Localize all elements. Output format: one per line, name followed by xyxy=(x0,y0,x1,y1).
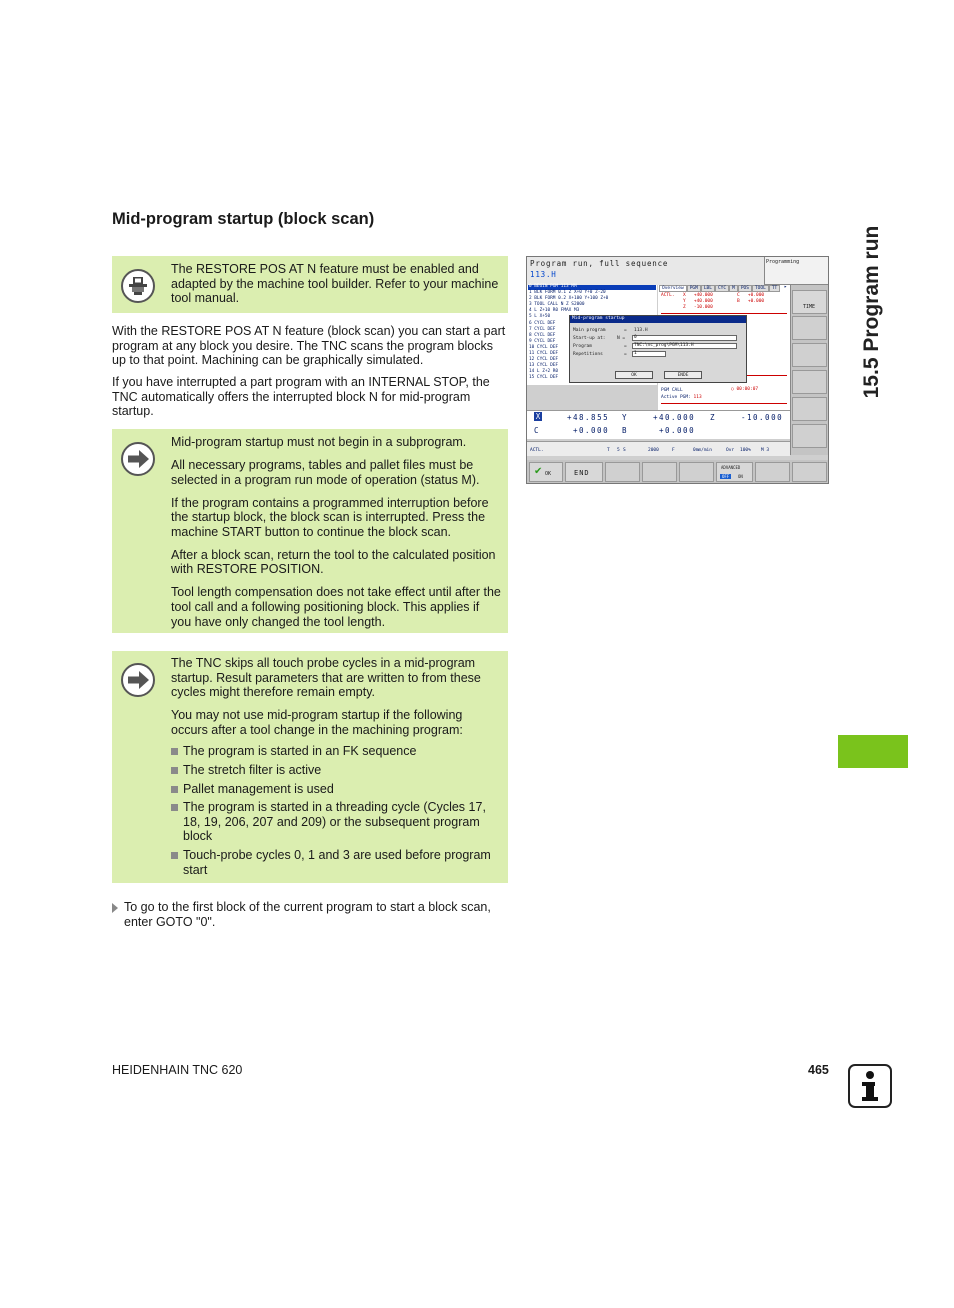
program-line[interactable]: 3 TOOL CALL N Z S2000 xyxy=(529,302,585,308)
note-paragraph: You may not use mid-program startup if the following occurs after a tool change in the machining program: xyxy=(171,708,463,737)
advanced-label: ADVANCED xyxy=(721,465,741,470)
list-item: The program is started in a threading cycle (Cycles 17, 18, 19, 206, 207 and 209) or the subsequent program block xyxy=(171,800,501,844)
program-line[interactable]: 2 BLK FORM 0.2 X+100 Y+100 Z+0 xyxy=(529,296,609,302)
list-item: The stretch filter is active xyxy=(171,763,501,778)
status-f-label: F xyxy=(672,448,675,453)
status-tabs xyxy=(659,285,780,292)
screen-file-name: 113.H xyxy=(530,270,557,279)
softkey-empty[interactable] xyxy=(755,462,790,482)
active-pgm-value: 113 xyxy=(693,395,702,400)
program-line[interactable]: 4 L Z+10 R0 FMAX M3 xyxy=(529,308,580,314)
pos-c-value: +0.000 xyxy=(573,426,610,435)
status-override: 100% xyxy=(740,448,751,453)
actl-label: ACTL. xyxy=(661,293,675,298)
ok-softkey[interactable] xyxy=(529,462,563,482)
programming-mode[interactable]: Programming xyxy=(766,259,800,265)
note-paragraph: Tool length compensation does not take effect until after the tool call and a following positioning block. This applies if you have only changed the tool length. xyxy=(171,585,501,629)
dialog-row-label: Repetitions xyxy=(573,352,603,357)
actl-b xyxy=(737,299,764,304)
program-line[interactable]: 9 CYCL DEF xyxy=(529,338,556,344)
interrupt-paragraph: If you have interrupted a part program with an INTERNAL STOP, the TNC automatically offers the interrupted block N for mid-program startup. xyxy=(112,375,490,419)
axis-label: B xyxy=(737,299,740,304)
pos-z-label: Z xyxy=(710,413,715,422)
note-paragraph: The TNC skips all touch probe cycles in a mid-program startup. Result parameters that are written to from these cycles might therefore remain empty. xyxy=(171,656,481,700)
status-feed: 0mm/min xyxy=(693,448,712,453)
pos-x-label: X xyxy=(535,412,541,421)
right-softkey[interactable] xyxy=(792,397,827,421)
status-ovr-label: Ovr xyxy=(726,448,735,453)
step-text: To go to the first block of the current program to start a block scan, enter GOTO "0". xyxy=(124,900,491,929)
machine-note-text: The RESTORE POS AT N feature must be enabled and adapted by the machine tool builder. Refer to your machine tool manual. xyxy=(171,262,499,306)
actl-z xyxy=(683,305,713,310)
page-number: 465 xyxy=(808,1063,829,1077)
tab-tt[interactable]: TT xyxy=(769,285,780,292)
status-tool: 5 xyxy=(617,448,620,453)
dialog-row-sep: = xyxy=(624,328,627,333)
pos-z-value: -10.000 xyxy=(741,413,784,422)
program-line[interactable]: 5 L X+50 xyxy=(529,314,551,320)
tab-tool[interactable]: TOOL xyxy=(752,285,769,292)
actl-y xyxy=(683,299,713,304)
dialog-ok-button[interactable]: OK xyxy=(615,371,653,379)
advanced-off-toggle: OFF xyxy=(722,474,730,479)
footer-product: HEIDENHAIN TNC 620 xyxy=(112,1063,243,1077)
machine-note xyxy=(112,256,508,313)
program-line[interactable]: 14 L Z+2 R0 xyxy=(529,369,559,375)
time-value xyxy=(731,387,758,392)
tab-pos[interactable]: POS xyxy=(738,285,752,292)
tab-overview[interactable]: Overview xyxy=(659,285,687,292)
note-paragraph: All necessary programs, tables and pallet files must be selected in a program run mode of operation (status M). xyxy=(171,457,480,487)
status-s-label: S xyxy=(623,448,626,453)
axis-label: X xyxy=(683,293,686,298)
tab-pgm[interactable]: PGM xyxy=(687,285,701,292)
program-line[interactable]: 15 CYCL DEF xyxy=(529,375,559,381)
pos-y-label: Y xyxy=(622,413,627,422)
dialog-title: Mid-program startup xyxy=(572,316,625,321)
note-paragraph: If the program contains a programmed interruption before the startup block, the block scan is interrupted. Press the machine START button to continue the block scan. xyxy=(171,495,489,539)
dialog-row-label: Program xyxy=(573,344,592,349)
actl-x xyxy=(683,293,713,298)
chapter-tab xyxy=(838,735,908,768)
arrow-right-icon xyxy=(121,663,155,697)
dialog-row-sep: = xyxy=(624,352,627,357)
status-spindle: 2000 xyxy=(648,448,659,453)
tab-scroll-arrow-icon[interactable]: ▸ xyxy=(784,284,788,290)
program-line[interactable]: 0 BEGIN PGM 113 MM xyxy=(529,284,577,289)
start-block-value: 0 xyxy=(634,335,637,340)
dialog-row-label: Start-up at: xyxy=(573,336,606,341)
checkmark-icon: ✔ xyxy=(534,466,543,477)
advanced-softkey[interactable] xyxy=(716,462,753,482)
chapter-side-title-text: 15.5 Program run xyxy=(860,225,883,399)
axis-label: Y xyxy=(683,299,686,304)
tnc-screenshot xyxy=(526,256,829,484)
axis-value: +40.000 xyxy=(693,299,713,304)
axis-label: C xyxy=(737,293,740,298)
program-line[interactable]: 11 CYCL DEF xyxy=(529,351,559,357)
screen-mode-title: Program run, full sequence xyxy=(530,259,669,268)
axis-value: +0.000 xyxy=(747,299,765,304)
start-block-input[interactable] xyxy=(632,335,737,341)
softkey-empty[interactable] xyxy=(792,462,827,482)
tab-m[interactable]: M xyxy=(729,285,738,292)
axis-value: -10.000 xyxy=(693,305,713,310)
repetitions-input[interactable] xyxy=(632,351,666,357)
note-paragraph: After a block scan, return the tool to the calculated position with RESTORE POSITION. xyxy=(171,547,496,577)
note-paragraph: Mid-program startup must not begin in a subprogram. xyxy=(171,435,467,449)
repetitions-value: 1 xyxy=(634,351,637,356)
note-box-startup xyxy=(112,429,508,633)
main-program-value: 113.H xyxy=(634,328,648,333)
softkey-empty[interactable] xyxy=(642,462,677,482)
program-line[interactable]: 1 BLK FORM 0.1 Z X+0 Y+0 Z-20 xyxy=(529,290,606,296)
status-actl: ACTL. xyxy=(530,448,544,453)
dialog-row-sep: = xyxy=(624,344,627,349)
pos-x-value: +48.855 xyxy=(567,413,610,422)
step-instruction xyxy=(112,900,508,929)
end-softkey[interactable] xyxy=(565,462,603,482)
softkey-empty[interactable] xyxy=(605,462,640,482)
program-line[interactable]: 8 CYCL DEF xyxy=(529,332,556,338)
right-softkey[interactable] xyxy=(792,370,827,394)
pgm-call-label: PGM CALL xyxy=(661,388,683,393)
intro-paragraph: With the RESTORE POS AT N feature (block scan) you can start a part program at any block you desire. The TNC scans the program blocks up to that point. Machining can be graphically simulated. xyxy=(112,324,506,368)
tab-lbl[interactable]: LBL xyxy=(701,285,715,292)
list-item: Pallet management is used xyxy=(171,782,501,797)
dialog-cancel-button[interactable]: ENDE xyxy=(664,371,702,379)
program-line[interactable]: 7 CYCL DEF xyxy=(529,326,556,332)
ok-softkey-label: OK xyxy=(545,471,552,477)
active-pgm-label: Active PGM: xyxy=(661,395,691,400)
note-startup-text xyxy=(171,435,501,637)
softkey-empty[interactable] xyxy=(679,462,714,482)
tab-cyc[interactable]: CYC xyxy=(715,285,729,292)
clock-icon: ◯ xyxy=(731,387,734,392)
end-softkey-label: END xyxy=(574,469,590,477)
machine-tool-icon xyxy=(121,269,155,303)
note-touch-probe-text xyxy=(171,656,501,881)
chapter-side-title xyxy=(852,212,892,412)
dialog-row-label: Main program xyxy=(573,328,606,333)
right-softkey[interactable] xyxy=(792,343,827,367)
arrow-right-icon xyxy=(121,442,155,476)
note-box-touch-probe xyxy=(112,651,508,883)
status-t-label: T xyxy=(607,448,610,453)
mid-program-startup-dialog xyxy=(569,315,747,383)
list-item: The program is started in an FK sequence xyxy=(171,744,501,759)
program-line[interactable]: 13 CYCL DEF xyxy=(529,363,559,369)
info-icon xyxy=(848,1064,892,1108)
pos-y-value: +40.000 xyxy=(653,413,696,422)
time-text: 00:00:07 xyxy=(736,387,759,392)
pos-c-label: C xyxy=(534,426,539,435)
program-path-value: TNC:\nc_prog\PGM\113.H xyxy=(634,343,694,348)
list-item: Touch-probe cycles 0, 1 and 3 are used before program start xyxy=(171,848,501,877)
right-softkey[interactable] xyxy=(792,316,827,340)
time-softkey-label: TIME xyxy=(803,304,816,310)
axis-value: +0.000 xyxy=(747,293,765,298)
advanced-on-toggle: ON xyxy=(738,474,743,479)
step-triangle-icon xyxy=(112,903,118,913)
axis-label: Z xyxy=(683,305,686,310)
program-line[interactable]: 10 CYCL DEF xyxy=(529,344,559,350)
program-line[interactable]: 12 CYCL DEF xyxy=(529,357,559,363)
time-softkey[interactable] xyxy=(792,290,827,314)
active-pgm xyxy=(661,395,702,400)
section-heading: Mid-program startup (block scan) xyxy=(112,210,375,228)
dialog-row-sep: N = xyxy=(617,336,626,341)
pos-b-label: B xyxy=(622,426,627,435)
right-softkey[interactable] xyxy=(792,424,827,448)
actl-c xyxy=(737,293,764,298)
axis-value: +40.000 xyxy=(693,293,713,298)
status-m: M 3 xyxy=(761,448,770,453)
pos-b-value: +0.000 xyxy=(659,426,696,435)
program-line[interactable]: 6 CYCL DEF xyxy=(529,320,556,326)
